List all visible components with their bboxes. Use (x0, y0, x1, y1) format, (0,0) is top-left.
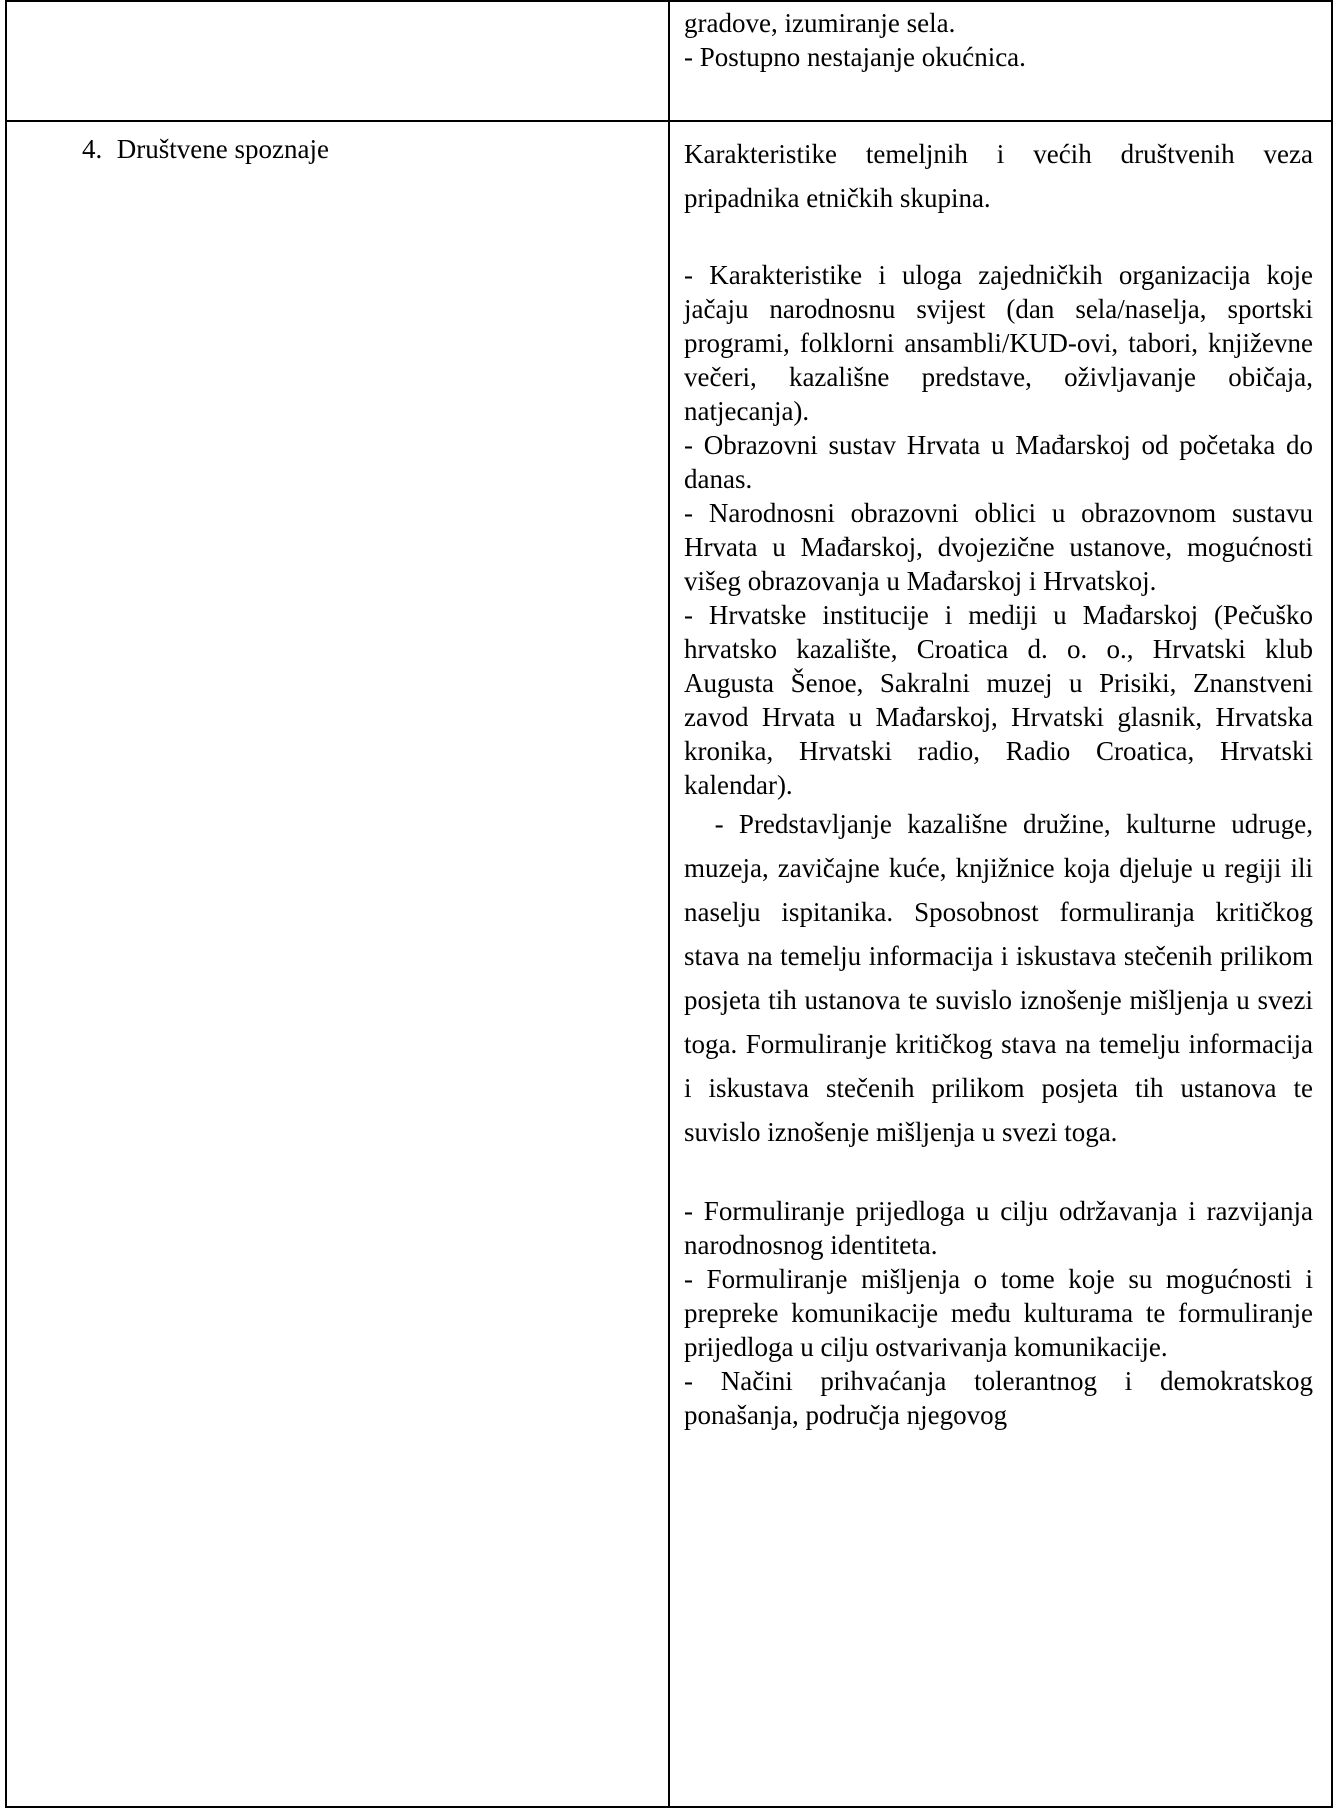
content-paragraph: - Postupno nestajanje okućnica. (684, 42, 1026, 72)
content-paragraph: - Načini prihvaćanja tolerantnog i demokratskog ponašanja, područja njegovog (684, 1366, 1313, 1430)
content-intro: Karakteristike temeljnih i većih društvenih veza pripadnika etničkih skupina. (684, 139, 1313, 213)
topic-number: 4. (82, 134, 103, 164)
table-row (6, 121, 1332, 1807)
content-paragraph: - Predstavljanje kazališne družine, kulturne udruge, muzeja, zavičajne kuće, knjižnice koja djeluje u regiji ili naselju ispitanika. Sposobnost formuliranja kritičkog stava na temelju informacija i iskustava stečenih prilikom posjeta tih ustanova te suvislo iznošenje mišljenja u svezi toga. Formuliranje kritičkog stava na temelju informacija i iskustava stečenih prilikom posjeta tih ustanova te suvislo iznošenje mišljenja u svezi toga. (684, 809, 1320, 1147)
content-paragraph: - Karakteristike i uloga zajedničkih organizacija koje jačaju narodnosnu svijest (dan sela/naselja, sportski programi, folklorni ansambli/KUD-ovi, tabori, književne večeri, kazališne predstave, oživljavanje običaja, natjecanja). (684, 260, 1313, 426)
table-cell-content (669, 1, 1332, 121)
content-paragraph: gradove, izumiranje sela. (684, 8, 956, 38)
content-paragraph: - Obrazovni sustav Hrvata u Mađarskoj od početaka do danas. (684, 430, 1313, 494)
table-cell-topic-empty (6, 1, 669, 121)
curriculum-table (5, 0, 1333, 1808)
spacer (684, 220, 1313, 258)
content-paragraph: - Narodnosni obrazovni oblici u obrazovnom sustavu Hrvata u Mađarskoj, dvojezične ustanove, mogućnosti višeg obrazovanja u Mađarskoj i Hrvatskoj. (684, 498, 1313, 596)
table-cell-topic (6, 121, 669, 1807)
topic-label: Društvene spoznaje (116, 134, 329, 164)
content-paragraph: - Hrvatske institucije i mediji u Mađarskoj (Pečuško hrvatsko kazalište, Croatica d. o. o., Hrvatski klub Augusta Šenoe, Sakralni muzej u Prisiki, Znanstveni zavod Hrvata u Mađarskoj, Hrvatski glasnik, Hrvatska kronika, Hrvatski radio, Radio Croatica, Hrvatski kalendar). (684, 600, 1313, 800)
content-paragraph: - Formuliranje prijedloga u cilju održavanja i razvijanja narodnosnog identiteta. (684, 1196, 1313, 1260)
content-paragraph: - Formuliranje mišljenja o tome koje su mogućnosti i prepreke komunikacije među kulturama te formuliranje prijedloga u cilju ostvarivanja komunikacije. (684, 1264, 1313, 1362)
table-row (6, 1, 1332, 121)
table-cell-content (669, 121, 1332, 1807)
spacer (684, 1154, 1313, 1194)
